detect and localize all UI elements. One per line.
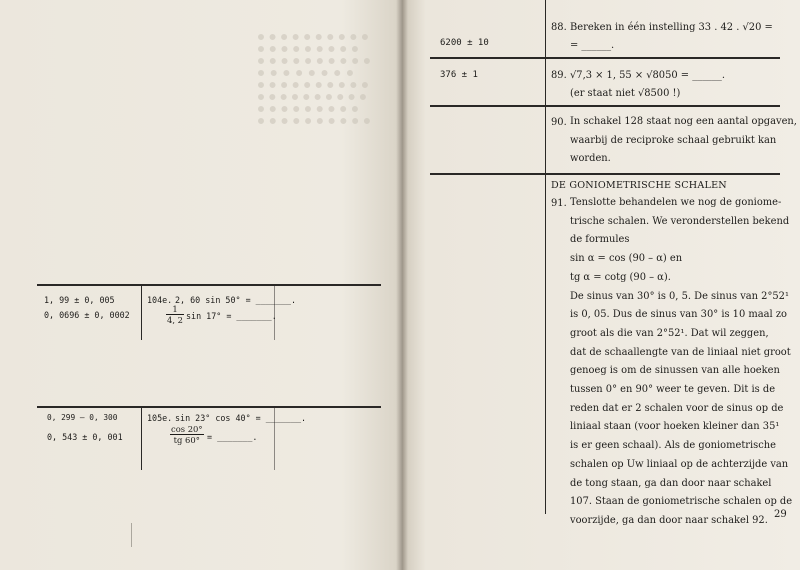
box1-fraction-denominator: 4, 2 [167, 315, 183, 325]
box2-number: 105e. [147, 413, 173, 423]
box1-line-2: sin 17° = _______. [186, 311, 277, 321]
row91-line: genoeg is om de sinussen van alle hoeken [570, 365, 780, 377]
row91-line: tg α = cotg (90 – α). [570, 271, 671, 283]
row91-line: schalen op Uw liniaal op de achterzijde van [570, 458, 789, 470]
row88-rule [430, 57, 780, 59]
row89-answer: 376 ± 1 [440, 70, 478, 80]
row91-line: reden dat er 2 schalen voor de sinus op de [570, 402, 784, 414]
row91-line: is 0, 05. Dus de sinus van 30° is 10 maal zo [570, 309, 787, 321]
box2-fraction-numerator: cos 20° [171, 424, 203, 434]
row90-line: waarbij de reciproke schaal gebruikt kan [570, 134, 777, 146]
row90-text [570, 113, 797, 169]
row91-line: Tenslotte behandelen we nog de goniome- [570, 197, 782, 208]
box2-fraction-denominator: tg 60° [173, 435, 200, 445]
box2-top-rule [37, 406, 381, 408]
row89-line-1: √7,3 × 1, 55 × √8050 = ______. [570, 70, 725, 81]
box1-line-1: 2, 60 sin 50° = _______. [175, 295, 297, 305]
book-gutter [396, 0, 408, 570]
box2-line-2: = _______. [207, 432, 258, 442]
row88-line-2: = ______. [570, 40, 615, 51]
row91-number: 91. [551, 198, 567, 209]
box2-divider [141, 406, 142, 470]
box2-answer-1: 0, 299 – 0, 300 [47, 413, 118, 422]
box1-answer-2: 0, 0696 ± 0, 0002 [44, 310, 130, 320]
row90-number: 90. [551, 117, 567, 128]
right-column-divider [545, 0, 546, 514]
box1-answer-1: 1, 99 ± 0, 005 [44, 295, 115, 305]
show-through-text [258, 28, 378, 228]
row91-line: is er geen schaal). Als de goniometrische [570, 440, 776, 452]
row91-line: 107. Staan de goniometrische schalen op de [570, 496, 793, 508]
row91-line: liniaal staan (voor hoeken kleiner dan 35¹ [570, 421, 780, 433]
box1-number: 104e. [147, 295, 173, 305]
row89-rule [430, 105, 780, 107]
row90-line: In schakel 128 staat nog een aantal opgaven, [570, 116, 797, 127]
box2-line-1: sin 23° cos 40° = _______. [175, 413, 307, 423]
row89-line-2: (er staat niet √8500 !) [570, 88, 681, 99]
box1-top-rule [37, 284, 381, 286]
row91-line: voorzijde, ga dan door naar schakel 92. [570, 514, 768, 526]
row91-line: De sinus van 30° is 0, 5. De sinus van 2°52¹ [570, 290, 789, 302]
box1-fraction-numerator: 1 [166, 304, 184, 315]
row91-line: groot als die van 2°52¹. Dat wil zeggen, [570, 327, 769, 339]
row88-number: 88. [551, 22, 567, 33]
row91-line: de formules [570, 234, 630, 246]
row88-line-1: Bereken in één instelling 33 . 42 . √20 = [570, 22, 773, 33]
box2-fraction [170, 424, 204, 445]
row91-text [570, 194, 792, 531]
row91-line: tussen 0° en 90° weer te geven. Dit is de [570, 384, 776, 396]
box1-fraction [166, 304, 184, 325]
box2-answer-2: 0, 543 ± 0, 001 [47, 432, 123, 442]
row90-rule [430, 173, 780, 175]
row91-line: trische schalen. We veronderstellen bekend [570, 215, 790, 227]
row91-line: de tong staan, ga dan door naar schakel [570, 477, 772, 489]
row91-line: sin α = cos (90 – α) en [570, 253, 683, 265]
row90-line: worden. [570, 153, 611, 165]
row91-line: dat de schaallengte van de liniaal niet groot [570, 346, 791, 358]
row88-answer: 6200 ± 10 [440, 38, 489, 48]
row89-number: 89. [551, 70, 567, 81]
box1-divider [141, 284, 142, 340]
section-heading: DE GONIOMETRISCHE SCHALEN [551, 180, 727, 191]
page-mark [131, 523, 132, 547]
page-number: 29 [774, 509, 787, 520]
